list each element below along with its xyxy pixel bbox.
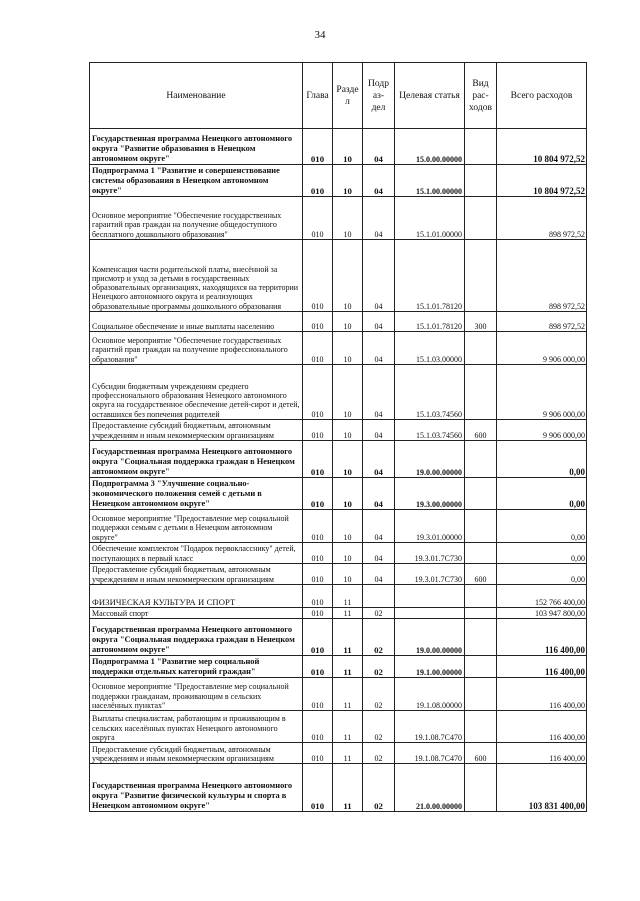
row-expense-type xyxy=(465,365,497,420)
row-amount: 103 831 400,00 xyxy=(497,764,587,812)
table-row xyxy=(90,312,587,332)
row-expense-type: 600 xyxy=(465,564,497,585)
row-subsection: 04 xyxy=(363,332,395,365)
row-chapter: 010 xyxy=(303,197,333,240)
row-amount: 116 400,00 xyxy=(497,656,587,678)
table-row xyxy=(90,764,587,812)
row-expense-type xyxy=(465,240,497,312)
row-amount: 116 400,00 xyxy=(497,678,587,711)
row-section: 11 xyxy=(333,608,363,619)
row-name: Государственная программа Ненецкого автономного округа "Социальная поддержка граждан в Ненецком автономном округе" xyxy=(90,619,303,656)
row-subsection: 04 xyxy=(363,165,395,197)
header-chapter: Глава xyxy=(303,63,333,129)
row-target: 19.0.00.00000 xyxy=(395,619,465,656)
row-name: Обеспечение комплектом "Подарок первокласснику" детей, поступающих в первый класс xyxy=(90,543,303,564)
row-amount: 9 906 000,00 xyxy=(497,365,587,420)
row-target: 19.1.00.00000 xyxy=(395,656,465,678)
row-amount: 0,00 xyxy=(497,510,587,543)
row-expense-type: 600 xyxy=(465,420,497,441)
row-target: 19.1.08.7С470 xyxy=(395,743,465,764)
row-amount: 0,00 xyxy=(497,564,587,585)
row-target: 15.1.00.00000 xyxy=(395,165,465,197)
row-name: Государственная программа Ненецкого автономного округа "Социальная поддержка граждан в Ненецком автономном округе" xyxy=(90,441,303,478)
row-expense-type xyxy=(465,441,497,478)
row-subsection: 04 xyxy=(363,240,395,312)
row-expense-type xyxy=(465,619,497,656)
table-row xyxy=(90,197,587,240)
row-expense-type xyxy=(465,478,497,510)
row-name: Основное мероприятие "Предоставление мер социальной поддержки гражданам, проживающим в сельских населённых пунктах" xyxy=(90,678,303,711)
row-subsection: 04 xyxy=(363,564,395,585)
row-chapter: 010 xyxy=(303,129,333,165)
row-expense-type: 600 xyxy=(465,743,497,764)
row-expense-type: 300 xyxy=(465,312,497,332)
table-row xyxy=(90,743,587,764)
row-section: 10 xyxy=(333,510,363,543)
row-expense-type xyxy=(465,656,497,678)
header-name: Наименование xyxy=(90,63,303,129)
row-amount: 0,00 xyxy=(497,441,587,478)
row-amount: 10 804 972,52 xyxy=(497,165,587,197)
table-row xyxy=(90,543,587,564)
row-target: 19.1.08.7С470 xyxy=(395,711,465,743)
table-row xyxy=(90,619,587,656)
row-subsection: 04 xyxy=(363,420,395,441)
row-name: ФИЗИЧЕСКАЯ КУЛЬТУРА И СПОРТ xyxy=(90,585,303,608)
table-row xyxy=(90,656,587,678)
row-subsection: 04 xyxy=(363,441,395,478)
row-name: Компенсация части родительской платы, внесённой за присмотр и уход за детьми в государственных образовательных организациях, находящихся на территории Ненецкого автономного округа и реализующих образовательные программы дошкольного образования xyxy=(90,240,303,312)
row-section: 10 xyxy=(333,312,363,332)
row-subsection: 04 xyxy=(363,543,395,564)
row-amount: 116 400,00 xyxy=(497,619,587,656)
table-row xyxy=(90,441,587,478)
table-row xyxy=(90,711,587,743)
table-row xyxy=(90,240,587,312)
row-amount: 116 400,00 xyxy=(497,743,587,764)
row-name: Основное мероприятие "Предоставление мер социальной поддержки семьям с детьми в Ненецком автономном округе" xyxy=(90,510,303,543)
row-amount: 898 972,52 xyxy=(497,197,587,240)
row-name: Основное мероприятие "Обеспечение государственных гарантий прав граждан на получение профессионального образования" xyxy=(90,332,303,365)
row-subsection: 02 xyxy=(363,608,395,619)
row-subsection: 02 xyxy=(363,678,395,711)
row-name: Социальное обеспечение и иные выплаты населению xyxy=(90,312,303,332)
table-row xyxy=(90,608,587,619)
table-row xyxy=(90,510,587,543)
row-name: Выплаты специалистам, работающим и проживающим в сельских населённых пунктах Ненецкого автономного округа xyxy=(90,711,303,743)
row-chapter: 010 xyxy=(303,585,333,608)
row-section: 10 xyxy=(333,543,363,564)
row-name: Подпрограмма 1 "Развитие мер социальной поддержки отдельных категорий граждан" xyxy=(90,656,303,678)
row-subsection xyxy=(363,585,395,608)
row-expense-type xyxy=(465,165,497,197)
row-chapter: 010 xyxy=(303,678,333,711)
row-amount: 898 972,52 xyxy=(497,312,587,332)
table-row xyxy=(90,420,587,441)
table-row xyxy=(90,478,587,510)
row-amount: 116 400,00 xyxy=(497,711,587,743)
row-section: 11 xyxy=(333,619,363,656)
row-subsection: 04 xyxy=(363,312,395,332)
row-name: Предоставление субсидий бюджетным, автономным учреждениям и иным некоммерческим организациям xyxy=(90,564,303,585)
row-amount: 9 906 000,00 xyxy=(497,420,587,441)
row-target: 15.1.03.74560 xyxy=(395,420,465,441)
row-name: Предоставление субсидий бюджетным, автономным учреждениям и иным некоммерческим организациям xyxy=(90,420,303,441)
row-subsection: 04 xyxy=(363,197,395,240)
row-name: Государственная программа Ненецкого автономного округа "Развитие физической культуры и спорта в Ненецком автономном округе" xyxy=(90,764,303,812)
row-target xyxy=(395,585,465,608)
header-expense-type: Вид рас- ходов xyxy=(465,63,497,129)
row-subsection: 02 xyxy=(363,743,395,764)
page-number: 34 xyxy=(314,29,326,41)
table-row xyxy=(90,678,587,711)
row-name: Основное мероприятие "Обеспечение государственных гарантий прав граждан на получение общедоступного бесплатного дошкольного образования" xyxy=(90,197,303,240)
row-target: 15.1.03.74560 xyxy=(395,365,465,420)
row-section: 10 xyxy=(333,564,363,585)
row-chapter: 010 xyxy=(303,332,333,365)
budget-table xyxy=(89,62,587,812)
row-chapter: 010 xyxy=(303,365,333,420)
row-section: 10 xyxy=(333,420,363,441)
table-row xyxy=(90,332,587,365)
row-target: 19.1.08.00000 xyxy=(395,678,465,711)
row-expense-type xyxy=(465,711,497,743)
row-amount: 0,00 xyxy=(497,478,587,510)
row-chapter: 010 xyxy=(303,656,333,678)
row-section: 10 xyxy=(333,197,363,240)
row-section: 10 xyxy=(333,165,363,197)
row-expense-type xyxy=(465,197,497,240)
row-expense-type xyxy=(465,129,497,165)
row-subsection: 04 xyxy=(363,510,395,543)
table-row xyxy=(90,365,587,420)
row-target: 15.1.03.00000 xyxy=(395,332,465,365)
row-target: 15.0.00.00000 xyxy=(395,129,465,165)
row-subsection: 02 xyxy=(363,764,395,812)
row-target: 19.0.00.00000 xyxy=(395,441,465,478)
table-row xyxy=(90,585,587,608)
row-target xyxy=(395,608,465,619)
row-expense-type xyxy=(465,678,497,711)
header-section: Разде л xyxy=(333,63,363,129)
row-section: 10 xyxy=(333,332,363,365)
row-name: Подпрограмма 1 "Развитие и совершенствование системы образования в Ненецком автономном округе" xyxy=(90,165,303,197)
row-chapter: 010 xyxy=(303,478,333,510)
row-amount: 152 766 400,00 xyxy=(497,585,587,608)
row-section: 11 xyxy=(333,678,363,711)
row-chapter: 010 xyxy=(303,165,333,197)
row-chapter: 010 xyxy=(303,743,333,764)
row-target: 15.1.01.78120 xyxy=(395,312,465,332)
row-expense-type xyxy=(465,764,497,812)
row-target: 19.3.01.00000 xyxy=(395,510,465,543)
row-section: 11 xyxy=(333,656,363,678)
row-section: 11 xyxy=(333,764,363,812)
row-target: 15.1.01.00000 xyxy=(395,197,465,240)
header-subsection: Подр аз- дел xyxy=(363,63,395,129)
row-name: Подпрограмма 3 "Улучшение социально-экономического положения семей с детьми в Ненецком автономном округе" xyxy=(90,478,303,510)
row-amount: 0,00 xyxy=(497,543,587,564)
row-chapter: 010 xyxy=(303,441,333,478)
row-section: 11 xyxy=(333,585,363,608)
row-name: Массовый спорт xyxy=(90,608,303,619)
row-section: 10 xyxy=(333,478,363,510)
row-target: 15.1.01.78120 xyxy=(395,240,465,312)
row-chapter: 010 xyxy=(303,564,333,585)
row-chapter: 010 xyxy=(303,543,333,564)
row-subsection: 02 xyxy=(363,656,395,678)
row-name: Предоставление субсидий бюджетным, автономным учреждениям и иным некоммерческим организациям xyxy=(90,743,303,764)
row-name: Субсидии бюджетным учреждениям среднего профессионального образования Ненецкого автономного округа на государственное обеспечение детей-сирот и детей, оставшихся без попечения родителей xyxy=(90,365,303,420)
row-chapter: 010 xyxy=(303,420,333,441)
row-section: 10 xyxy=(333,240,363,312)
table-row xyxy=(90,129,587,165)
header-row xyxy=(90,63,587,129)
row-chapter: 010 xyxy=(303,764,333,812)
row-subsection: 02 xyxy=(363,711,395,743)
row-chapter: 010 xyxy=(303,510,333,543)
row-expense-type xyxy=(465,332,497,365)
row-amount: 898 972,52 xyxy=(497,240,587,312)
row-chapter: 010 xyxy=(303,711,333,743)
row-subsection: 04 xyxy=(363,129,395,165)
row-section: 10 xyxy=(333,129,363,165)
row-section: 10 xyxy=(333,441,363,478)
row-amount: 10 804 972,52 xyxy=(497,129,587,165)
row-chapter: 010 xyxy=(303,608,333,619)
header-target: Целевая статья xyxy=(395,63,465,129)
row-subsection: 02 xyxy=(363,619,395,656)
row-target: 19.3.01.7С730 xyxy=(395,564,465,585)
row-subsection: 04 xyxy=(363,365,395,420)
row-section: 11 xyxy=(333,711,363,743)
row-amount: 103 947 800,00 xyxy=(497,608,587,619)
row-target: 19.3.00.00000 xyxy=(395,478,465,510)
row-subsection: 04 xyxy=(363,478,395,510)
row-chapter: 010 xyxy=(303,312,333,332)
row-amount: 9 906 000,00 xyxy=(497,332,587,365)
row-target: 19.3.01.7С730 xyxy=(395,543,465,564)
row-expense-type xyxy=(465,543,497,564)
row-section: 11 xyxy=(333,743,363,764)
table-row xyxy=(90,564,587,585)
row-expense-type xyxy=(465,585,497,608)
row-expense-type xyxy=(465,608,497,619)
row-section: 10 xyxy=(333,365,363,420)
row-target: 21.0.00.00000 xyxy=(395,764,465,812)
row-chapter: 010 xyxy=(303,619,333,656)
row-name: Государственная программа Ненецкого автономного округа "Развитие образования в Ненецком автономном округе" xyxy=(90,129,303,165)
row-expense-type xyxy=(465,510,497,543)
table-row xyxy=(90,165,587,197)
row-chapter: 010 xyxy=(303,240,333,312)
header-total: Всего расходов xyxy=(497,63,587,129)
